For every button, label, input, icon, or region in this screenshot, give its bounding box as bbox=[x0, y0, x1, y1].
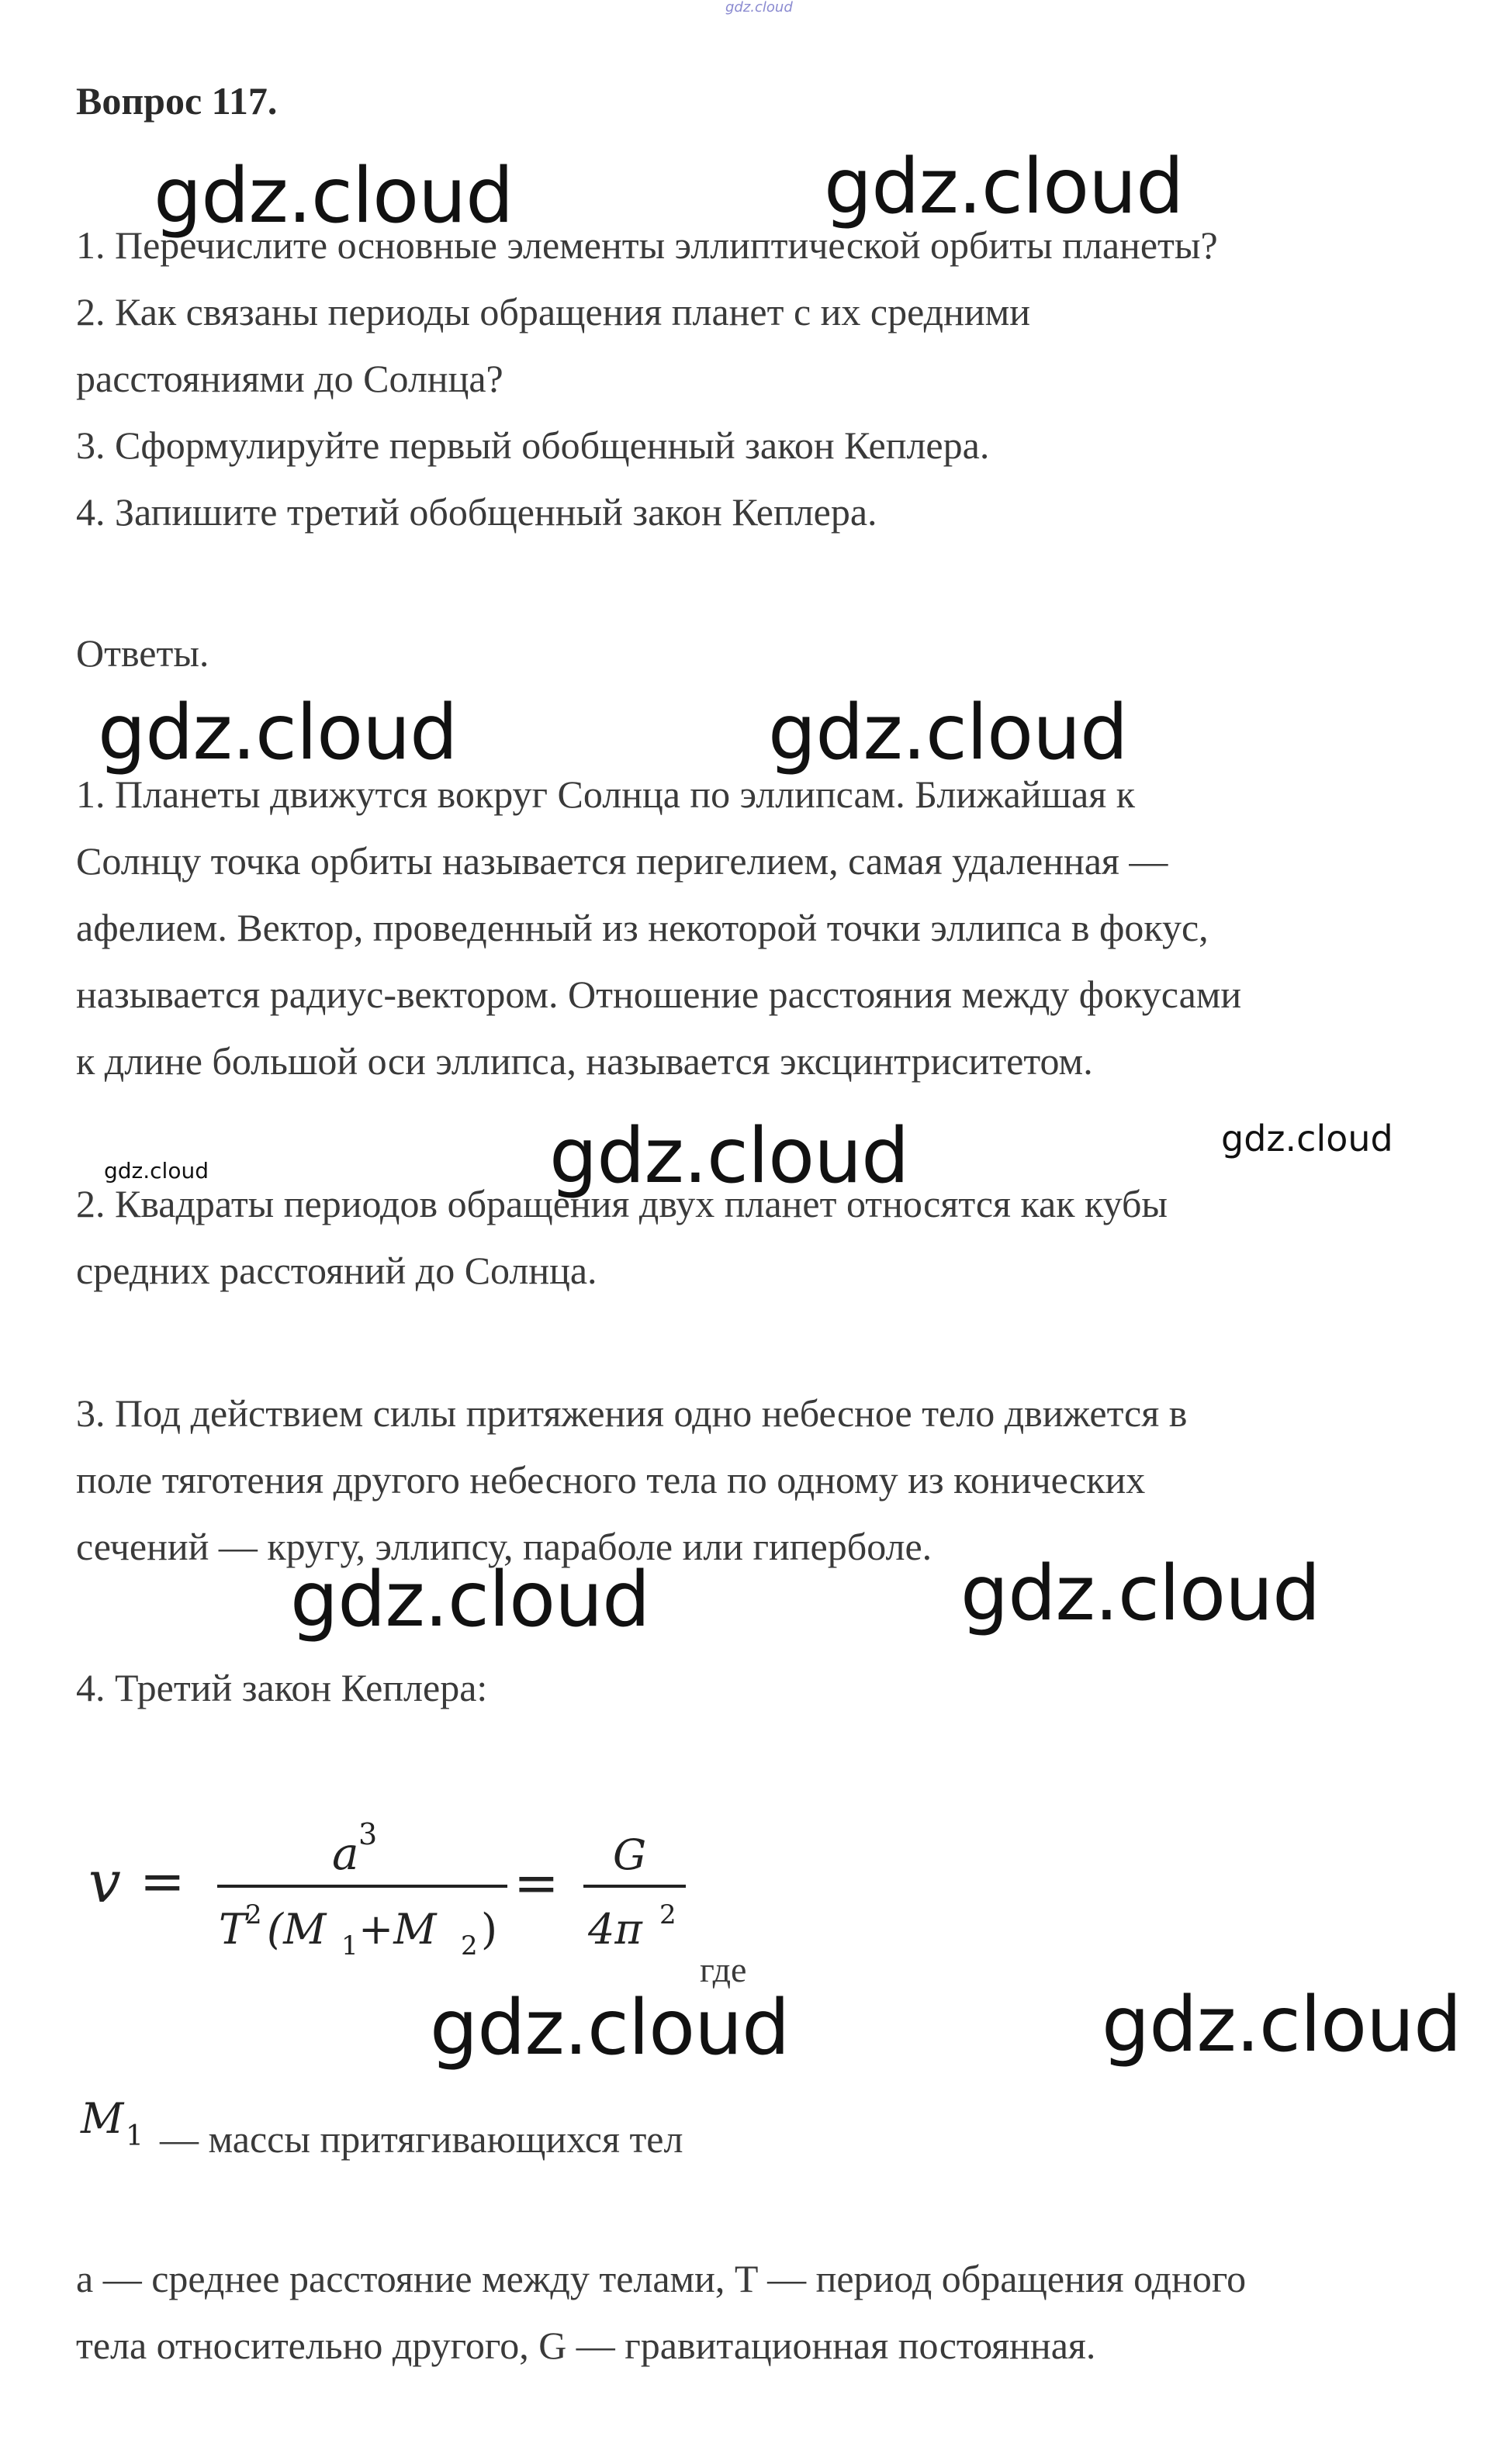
answer3-line: 3. Под действием силы притяжения одно небесное тело движется в bbox=[76, 1391, 1188, 1435]
formula-rhs-numerator: G bbox=[613, 1830, 647, 1879]
formula-denominator-exp: 2 bbox=[245, 1899, 262, 1930]
formula-numerator: a bbox=[332, 1827, 359, 1880]
final-line: тела относительно другого, G — гравитационная постоянная. bbox=[76, 2324, 1096, 2367]
watermark: gdz.cloud bbox=[290, 1556, 650, 1644]
where-label: где bbox=[700, 1950, 747, 1989]
answer1-line: Солнцу точка орбиты называется перигелием, самая удаленная — bbox=[76, 839, 1168, 883]
m1-letter: M bbox=[81, 2094, 124, 2143]
watermark: gdz.cloud bbox=[549, 1112, 909, 1201]
answer1-line: 1. Планеты движутся вокруг Солнца по эллипсам. Ближайшая к bbox=[76, 772, 1136, 816]
answer1-line: афелием. Вектор, проведенный из некоторой точки эллипса в фокус, bbox=[76, 906, 1209, 949]
answer2-line: 2. Квадраты периодов обращения двух планет относятся как кубы bbox=[76, 1182, 1168, 1225]
masses-description: — массы притягивающихся тел bbox=[160, 2117, 683, 2161]
watermark: gdz.cloud bbox=[154, 152, 514, 240]
formula-plus: +M bbox=[358, 1905, 437, 1954]
formula-equals: = bbox=[140, 1850, 185, 1913]
kepler-formula bbox=[85, 1815, 706, 1970]
formula-rhs-denominator: 4π bbox=[588, 1905, 642, 1954]
answer2-line: средних расстояний до Солнца. bbox=[76, 1249, 597, 1292]
question-line: 2. Как связаны периоды обращения планет с их средними bbox=[76, 290, 1030, 333]
formula-equals-2: = bbox=[514, 1851, 559, 1915]
question-line: 1. Перечислите основные элементы эллиптической орбиты планеты? bbox=[76, 223, 1218, 267]
answers-heading: Ответы. bbox=[76, 631, 209, 675]
formula-lhs: v bbox=[88, 1849, 121, 1916]
watermark: gdz.cloud bbox=[104, 1158, 209, 1184]
answer1-line: к длине большой оси эллипса, называется эксцинтриситетом. bbox=[76, 1039, 1093, 1083]
formula-numerator-exp: 3 bbox=[358, 1817, 378, 1851]
answer3-line: поле тяготения другого небесного тела по одному из конических bbox=[76, 1458, 1146, 1502]
question-line: 3. Сформулируйте первый обобщенный закон Кеплера. bbox=[76, 423, 990, 467]
question-line: 4. Запишите третий обобщенный закон Кеплера. bbox=[76, 490, 877, 534]
formula-m2-sub: 2 bbox=[461, 1930, 478, 1961]
watermark: gdz.cloud bbox=[1102, 1981, 1462, 2069]
formula-close: ) bbox=[481, 1905, 498, 1954]
m1-symbol bbox=[78, 2094, 171, 2156]
answer3-line: сечений — кругу, эллипсу, параболе или гиперболе. bbox=[76, 1525, 932, 1568]
formula-masses: (M bbox=[267, 1905, 327, 1954]
watermark: gdz.cloud bbox=[98, 689, 458, 777]
answer1-line: называется радиус-вектором. Отношение расстояния между фокусами bbox=[76, 973, 1242, 1016]
formula-rhs-bar bbox=[583, 1885, 686, 1888]
watermark: gdz.cloud bbox=[824, 143, 1184, 231]
watermark: gdz.cloud bbox=[960, 1550, 1320, 1638]
watermark-top: gdz.cloud bbox=[725, 0, 793, 16]
formula-denominator: T bbox=[219, 1905, 247, 1954]
watermark: gdz.cloud bbox=[768, 689, 1128, 777]
formula-rhs-exp: 2 bbox=[659, 1899, 676, 1930]
formula-fraction-bar bbox=[217, 1885, 507, 1888]
watermark: gdz.cloud bbox=[430, 1984, 790, 2072]
answer4-intro: 4. Третий закон Кеплера: bbox=[76, 1666, 488, 1709]
question-line: расстояниями до Солнца? bbox=[76, 357, 503, 400]
question-title: Вопрос 117. bbox=[76, 79, 278, 123]
watermark: gdz.cloud bbox=[1221, 1118, 1393, 1159]
m1-symbol-svg bbox=[78, 2094, 171, 2156]
formula-m1-sub: 1 bbox=[341, 1930, 358, 1961]
final-line: a — среднее расстояние между телами, T — период обращения одного bbox=[76, 2257, 1247, 2300]
m1-subscript: 1 bbox=[126, 2120, 144, 2152]
kepler-formula-svg bbox=[85, 1815, 706, 1970]
